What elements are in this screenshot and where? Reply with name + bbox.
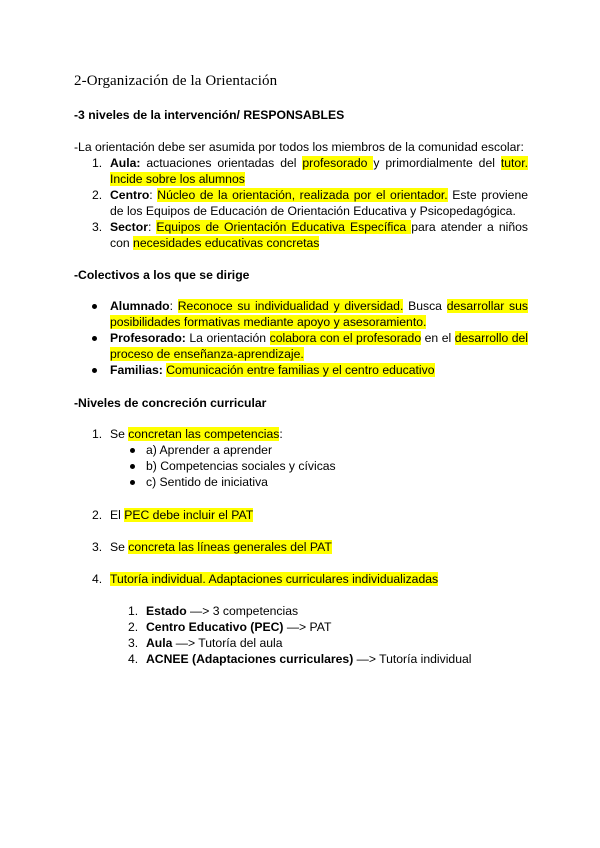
list-number: 2. [128,620,139,634]
level-aula-line2 [110,171,245,187]
section3-heading: -Niveles de concreción curricular [74,396,267,410]
highlight-run: colabora con el profesorado [269,331,422,345]
list-number: 1. [92,427,103,441]
colectivo-label: Familias: [110,363,163,377]
list-number: 2. [92,188,103,202]
highlight-run: Equipos de Orientación Educativa Específica [156,220,412,234]
level-label: Centro [110,188,150,202]
highlight-run: Incide sobre los alumnos [110,172,245,186]
highlight-run: PEC debe incluir el PAT [124,508,254,522]
text-run: y primordialmente del [373,156,501,170]
section1-intro: -La orientación debe ser asumida por todos los miembros de la comunidad escolar: [74,140,524,154]
nivel-label: Estado [146,604,187,618]
list-number: 1. [92,156,103,170]
competencia-item: a) Aprender a aprender [146,443,273,457]
highlight-run: Reconoce su individualidad y diversidad. [177,299,404,313]
level-label: Sector [110,220,148,234]
highlight-run: profesorado [302,156,374,170]
nivel-aula [146,635,283,651]
section1-heading: -3 niveles de la intervención/ RESPONSABLES [74,108,345,122]
list-number: 4. [92,572,103,586]
text-run: : [149,188,158,202]
nivel-label: Aula [146,636,173,650]
text-run: —> Tutoría del aula [172,636,283,650]
nivel-label: ACNEE (Adaptaciones curriculares) [146,652,354,666]
level-label: Aula: [110,156,141,170]
text-run: Se [110,540,129,554]
highlight-run: Núcleo de la orientación, realizada por el orientador. [157,188,448,202]
highlight-run: desarrollar sus [446,299,528,313]
level-aula-line1 [110,155,528,171]
competencia-item: c) Sentido de iniciativa [146,475,268,489]
list-number: 1. [128,604,139,618]
highlight-run: tutor. [500,156,528,170]
highlight-run: proceso de enseñanza-aprendizaje. [110,347,304,361]
bullet [92,304,97,309]
text-run: —> PAT [283,620,332,634]
list-number: 2. [92,508,103,522]
highlight-run: concretan las competencias [128,427,280,441]
colectivo-profesorado-line2 [110,346,304,362]
highlight-run: desarrollo del [454,331,529,345]
level-centro-line2: de los Equipos de Educación de Orientación Educativa y Psicopedagógica. [110,204,516,218]
concrecion-item2 [110,507,253,523]
text-run: en el [421,331,455,345]
colectivo-label: Profesorado: [110,331,186,345]
level-sector-line1 [110,219,528,235]
bullet [92,368,97,373]
text-run: El [110,508,125,522]
section2-heading: -Colectivos a los que se dirige [74,268,250,282]
text-run: con [110,236,134,250]
highlight-run: Tutoría individual. Adaptaciones curriculares individualizadas [110,572,439,586]
bullet [92,336,97,341]
highlight-run: posibilidades formativas mediante apoyo y asesoramiento. [110,315,427,329]
text-run: La orientación [185,331,270,345]
bullet [130,448,135,453]
list-number: 3. [128,636,139,650]
colectivo-familias-line1 [110,362,435,378]
text-run: Este proviene [447,188,529,202]
text-run: : [279,427,283,441]
highlight-run: Comunicación entre familias y el centro educativo [166,363,435,377]
level-centro-line1 [110,187,528,203]
bullet [130,480,135,485]
colectivo-label: Alumnado [110,299,170,313]
text-run: Busca [403,299,447,313]
concrecion-item3 [110,539,332,555]
highlight-run: necesidades educativas concretas [133,236,320,250]
nivel-estado [146,603,298,619]
colectivo-alumnado-line2 [110,314,426,330]
concrecion-item4 [110,571,438,587]
nivel-label: Centro Educativo (PEC) [146,620,284,634]
highlight-run: concreta las líneas generales del PAT [128,540,332,554]
text-run: para atender a niños [411,220,528,234]
list-number: 3. [92,220,103,234]
level-sector-line2 [110,235,319,251]
text-run: Se [110,427,129,441]
competencia-item: b) Competencias sociales y cívicas [146,459,336,473]
list-number: 4. [128,652,139,666]
text-run: : [147,220,157,234]
doc-title: 2-Organización de la Orientación [74,73,278,89]
list-number: 3. [92,540,103,554]
concrecion-item1 [110,426,283,442]
text-run: —> Tutoría individual [353,652,472,666]
nivel-acnee [146,651,471,667]
colectivo-alumnado-line1 [110,298,528,314]
text-run: actuaciones orientadas del [140,156,303,170]
bullet [130,464,135,469]
nivel-centro [146,619,331,635]
text-run: : [169,299,178,313]
text-run: —> 3 competencias [186,604,299,618]
colectivo-profesorado-line1 [110,330,528,346]
